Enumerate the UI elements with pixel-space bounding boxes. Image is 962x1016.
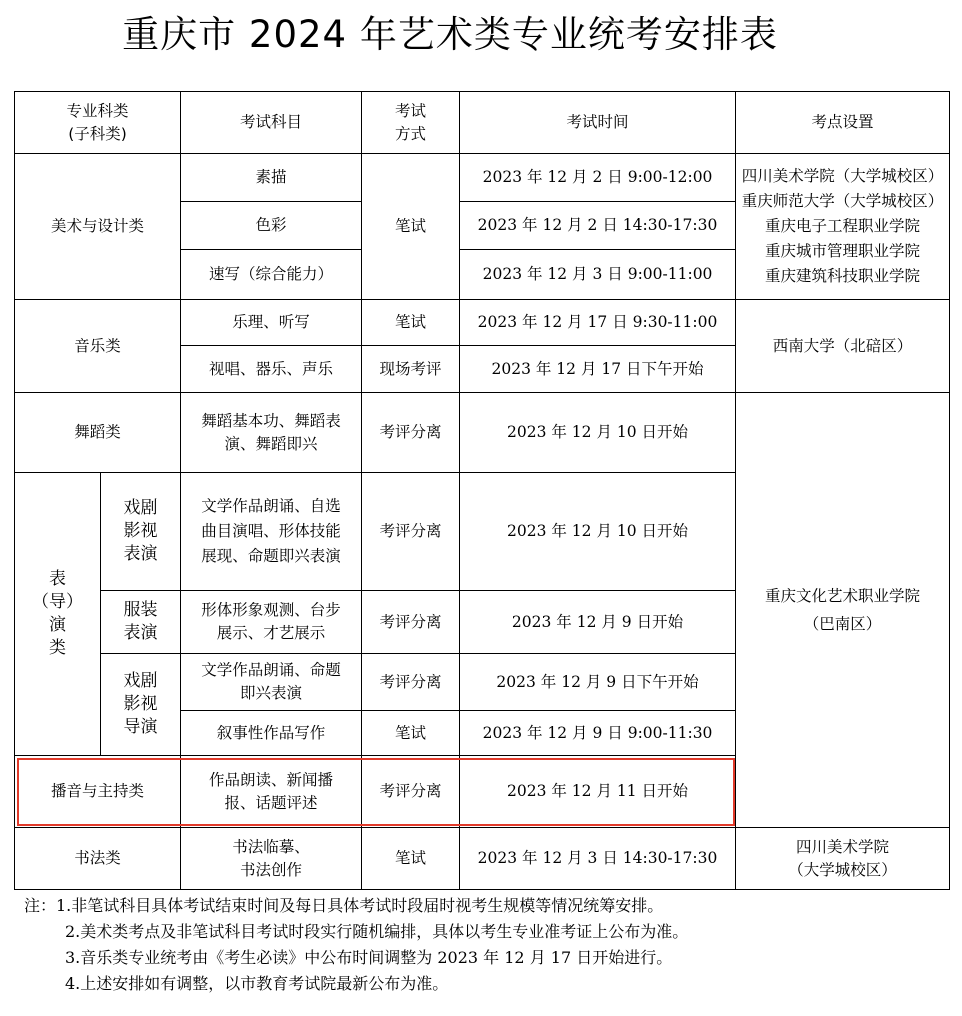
category-music: 音乐类 xyxy=(15,300,181,393)
note-2: 2.美术类考点及非笔试科目考试时段实行随机编排，具体以考生专业准考证上公布为准。 xyxy=(65,922,689,941)
method-cell: 笔试 xyxy=(362,154,460,300)
header-category: 专业科类 (子科类) xyxy=(15,92,181,154)
category-art: 美术与设计类 xyxy=(15,154,181,300)
time-cell: 2023 年 12 月 17 日下午开始 xyxy=(460,346,736,393)
category-calligraphy: 书法类 xyxy=(15,828,181,890)
time-cell: 2023 年 12 月 2 日 14:30-17:30 xyxy=(460,202,736,250)
time-cell: 2023 年 12 月 2 日 9:00-12:00 xyxy=(460,154,736,202)
time-cell: 2023 年 12 月 10 日开始 xyxy=(460,393,736,473)
page-title: 重庆市 2024 年艺术类专业统考安排表 xyxy=(122,13,778,56)
time-cell: 2023 年 12 月 9 日下午开始 xyxy=(460,654,736,711)
subject-cell: 乐理、听写 xyxy=(181,300,362,346)
time-cell: 2023 年 12 月 9 日开始 xyxy=(460,591,736,654)
subject-cell: 素描 xyxy=(181,154,362,202)
table-row xyxy=(15,828,950,890)
category-performance: 表 （导） 演 类 xyxy=(15,473,101,756)
subject-cell: 速写（综合能力） xyxy=(181,250,362,300)
location-music: 西南大学（北碚区） xyxy=(736,300,950,393)
location-performance: 重庆文化艺术职业学院 （巴南区） xyxy=(736,393,950,828)
time-cell: 2023 年 12 月 17 日 9:30-11:00 xyxy=(460,300,736,346)
time-cell: 2023 年 12 月 3 日 14:30-17:30 xyxy=(460,828,736,890)
subject-cell: 视唱、器乐、声乐 xyxy=(181,346,362,393)
note-4: 4.上述安排如有调整，以市教育考试院最新公布为准。 xyxy=(65,974,449,993)
subcategory-drama-directing: 戏剧 影视 导演 xyxy=(101,654,181,756)
time-cell: 2023 年 12 月 9 日 9:00-11:30 xyxy=(460,711,736,756)
header-row xyxy=(15,92,950,154)
location-calligraphy: 四川美术学院 （大学城校区） xyxy=(736,828,950,890)
subject-cell: 形体形象观测、台步 展示、才艺展示 xyxy=(181,591,362,654)
subject-cell: 舞蹈基本功、舞蹈表 演、舞蹈即兴 xyxy=(181,393,362,473)
header-subject: 考试科目 xyxy=(181,92,362,154)
method-cell: 现场考评 xyxy=(362,346,460,393)
method-cell: 考评分离 xyxy=(362,591,460,654)
table-row xyxy=(15,393,950,473)
location-art: 四川美术学院（大学城校区） 重庆师范大学（大学城校区） 重庆电子工程职业学院 重庆城市管理职业学院 重庆建筑科技职业学院 xyxy=(736,154,950,300)
note-3: 3.音乐类专业统考由《考生必读》中公布时间调整为 2023 年 12 月 17 日开始进行。 xyxy=(65,948,673,967)
table-row xyxy=(15,300,950,346)
method-cell: 笔试 xyxy=(362,300,460,346)
subcategory-fashion: 服装 表演 xyxy=(101,591,181,654)
category-dance: 舞蹈类 xyxy=(15,393,181,473)
category-broadcast: 播音与主持类 xyxy=(15,756,181,828)
footnotes xyxy=(24,893,944,997)
subject-cell: 文学作品朗诵、命题 即兴表演 xyxy=(181,654,362,711)
exam-schedule-table xyxy=(14,91,950,890)
subject-cell: 叙事性作品写作 xyxy=(181,711,362,756)
method-cell: 考评分离 xyxy=(362,473,460,591)
subject-cell: 文学作品朗诵、自选 曲目演唱、形体技能 展现、命题即兴表演 xyxy=(181,473,362,591)
header-location: 考点设置 xyxy=(736,92,950,154)
subcategory-drama-acting: 戏剧 影视 表演 xyxy=(101,473,181,591)
header-method: 考试 方式 xyxy=(362,92,460,154)
time-cell: 2023 年 12 月 10 日开始 xyxy=(460,473,736,591)
time-cell: 2023 年 12 月 11 日开始 xyxy=(460,756,736,828)
table-row xyxy=(15,154,950,202)
method-cell: 笔试 xyxy=(362,828,460,890)
method-cell: 考评分离 xyxy=(362,756,460,828)
subject-cell: 作品朗读、新闻播 报、话题评述 xyxy=(181,756,362,828)
method-cell: 笔试 xyxy=(362,711,460,756)
subject-cell: 色彩 xyxy=(181,202,362,250)
header-time: 考试时间 xyxy=(460,92,736,154)
time-cell: 2023 年 12 月 3 日 9:00-11:00 xyxy=(460,250,736,300)
method-cell: 考评分离 xyxy=(362,654,460,711)
subject-cell: 书法临摹、 书法创作 xyxy=(181,828,362,890)
method-cell: 考评分离 xyxy=(362,393,460,473)
note-1: 注：1.非笔试科目具体考试结束时间及每日具体考试时段届时视考生规模等情况统筹安排。 xyxy=(24,896,664,915)
